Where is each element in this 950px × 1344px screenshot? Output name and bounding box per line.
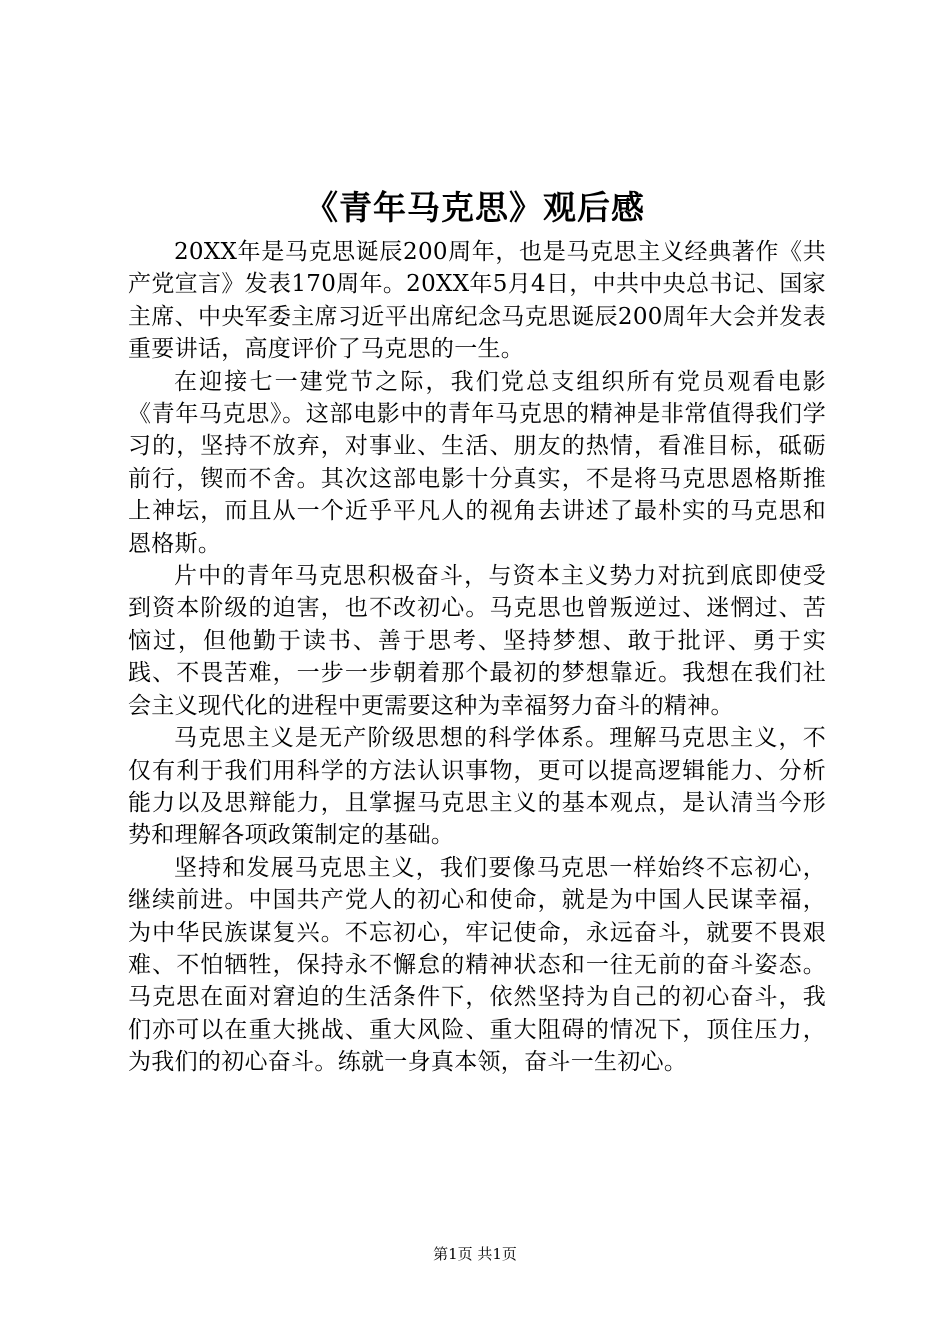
paragraph-4: 马克思主义是无产阶级思想的科学体系。理解马克思主义，不仅有利于我们用科学的方法认识事物，更可以提高逻辑能力、分析能力以及思辩能力，且掌握马克思主义的基本观点，是认清当今形势和理解各项政策制定的基础。 <box>128 725 826 849</box>
paragraph-2: 在迎接七一建党节之际，我们党总支组织所有党员观看电影《青年马克思》。这部电影中的青年马克思的精神是非常值得我们学习的，坚持不放弃，对事业、生活、朋友的热情，看准目标，砥砺前行，锲而不舍。其次这部电影十分真实，不是将马克思恩格斯推上神坛，而且从一个近乎平凡人的视角去讲述了最朴实的马克思和恩格斯。 <box>128 368 826 557</box>
page-footer: 第1页 共1页 <box>433 1245 517 1263</box>
paragraph-3: 片中的青年马克思积极奋斗，与资本主义势力对抗到底即使受到资本阶级的迫害，也不改初心。马克思也曾叛逆过、迷惘过、苦恼过，但他勤于读书、善于思考、坚持梦想、敢于批评、勇于实践、不畏苦难，一步一步朝着那个最初的梦想靠近。我想在我们社会主义现代化的进程中更需要这种为幸福努力奋斗的精神。 <box>128 563 826 719</box>
paragraph-1: 20XX年是马克思诞辰200周年，也是马克思主义经典著作《共产党宣言》发表170周年。20XX年5月4日，中共中央总书记、国家主席、中央军委主席习近平出席纪念马克思诞辰200周年大会并发表重要讲话，高度评价了马克思的一生。 <box>128 239 826 363</box>
document-title: 《青年马克思》观后感 <box>305 188 645 227</box>
paragraph-5: 坚持和发展马克思主义，我们要像马克思一样始终不忘初心，继续前进。中国共产党人的初心和使命，就是为中国人民谋幸福，为中华民族谋复兴。不忘初心，牢记使命，永远奋斗，就要不畏艰难、不怕牺牲，保持永不懈怠的精神状态和一往无前的奋斗姿态。马克思在面对窘迫的生活条件下，依然坚持为自己的初心奋斗，我们亦可以在重大挑战、重大风险、重大阻碍的情况下，顶住压力，为我们的初心奋斗。练就一身真本领，奋斗一生初心。 <box>128 854 826 1076</box>
document-body <box>128 236 826 1079</box>
